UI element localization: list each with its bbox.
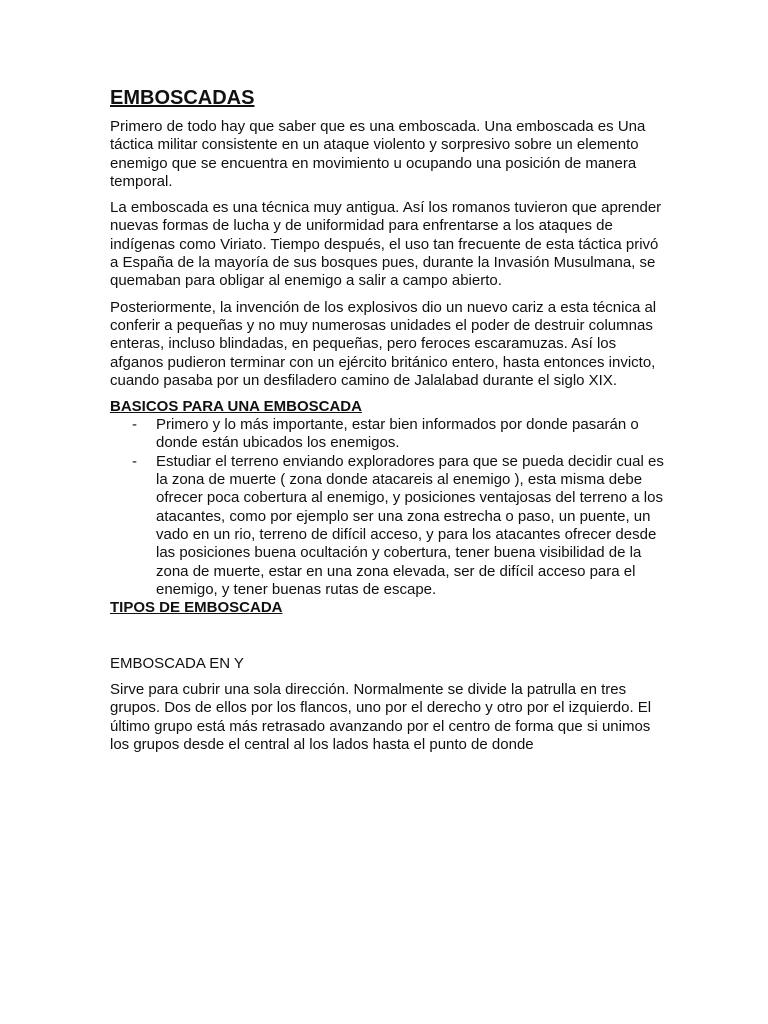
document-title: EMBOSCADAS — [110, 87, 255, 109]
list-item — [110, 416, 670, 453]
tipos-heading: TIPOS DE EMBOSCADA — [110, 599, 283, 617]
history-paragraph: La emboscada es una técnica muy antigua. Así los romanos tuvieron que aprender nuevas formas de lucha y de uniformidad para enfrentarse a los ataques de indígenas como Viriato. Tiempo después, el uso tan frecuente de esta táctica privó a España de la mayoría de sus bosques pues, durante la Invasión Musulmana, se quemaban para obligar al enemigo a salir a campo abierto. — [110, 199, 662, 290]
explosives-paragraph: Posteriormente, la invención de los explosivos dio un nuevo cariz a esta técnica al conferir a pequeñas y no muy numerosas unidades el poder de destruir columnas enteras, incluso blindadas, en pequeñas, pero feroces escaramuzas. Así los afganos pudieron terminar con un ejército británico entero, hasta entonces invicto, cuando pasaba por un desfiladero camino de Jalalabad durante el siglo XIX. — [110, 298, 657, 389]
emboscada-en-y-paragraph: Sirve para cubrir una sola dirección. Normalmente se divide la patrulla en tres grupos. Dos de ellos por los flancos, uno por el derecho y otro por el izquierdo. El último grupo está más retrasado avanzando por el centro de forma que si unimos los grupos desde el central al los lados hasta el punto de donde — [110, 681, 652, 754]
document-page — [110, 86, 670, 762]
basicos-list — [110, 416, 670, 599]
bullet-dash: - — [132, 416, 137, 434]
list-item-text: Estudiar el terreno enviando exploradores para que se pueda decidir cual es la zona de muerte ( zona donde atacareis al enemigo ), esta misma debe ofrecer poca cobertura al enemigo, y posiciones ventajosas del terreno a los atacantes, como por ejemplo ser una zona estrecha o paso, un puente, un vado en un rio, terreno de difícil acceso, y para los atacantes ofrecer desde las posiciones buena ocultación y cobertura, tener buena visibilidad de la zona de muerte, estar en una zona elevada, ser de difícil acceso para el enemigo, y tener buenas rutas de escape. — [156, 452, 664, 598]
list-item — [110, 453, 670, 599]
basicos-heading: BASICOS PARA UNA EMBOSCADA — [110, 398, 362, 416]
emboscada-en-y-subheading: EMBOSCADA EN Y — [110, 655, 244, 673]
intro-paragraph: Primero de todo hay que saber que es una emboscada. Una emboscada es Una táctica militar consistente en un ataque violento y sorpresivo sobre un elemento enemigo que se encuentra en movimiento u ocupando una posición de manera temporal. — [110, 118, 646, 190]
list-item-text: Primero y lo más importante, estar bien informados por donde pasarán o donde están ubicados los enemigos. — [156, 416, 639, 452]
bullet-dash: - — [132, 452, 137, 470]
